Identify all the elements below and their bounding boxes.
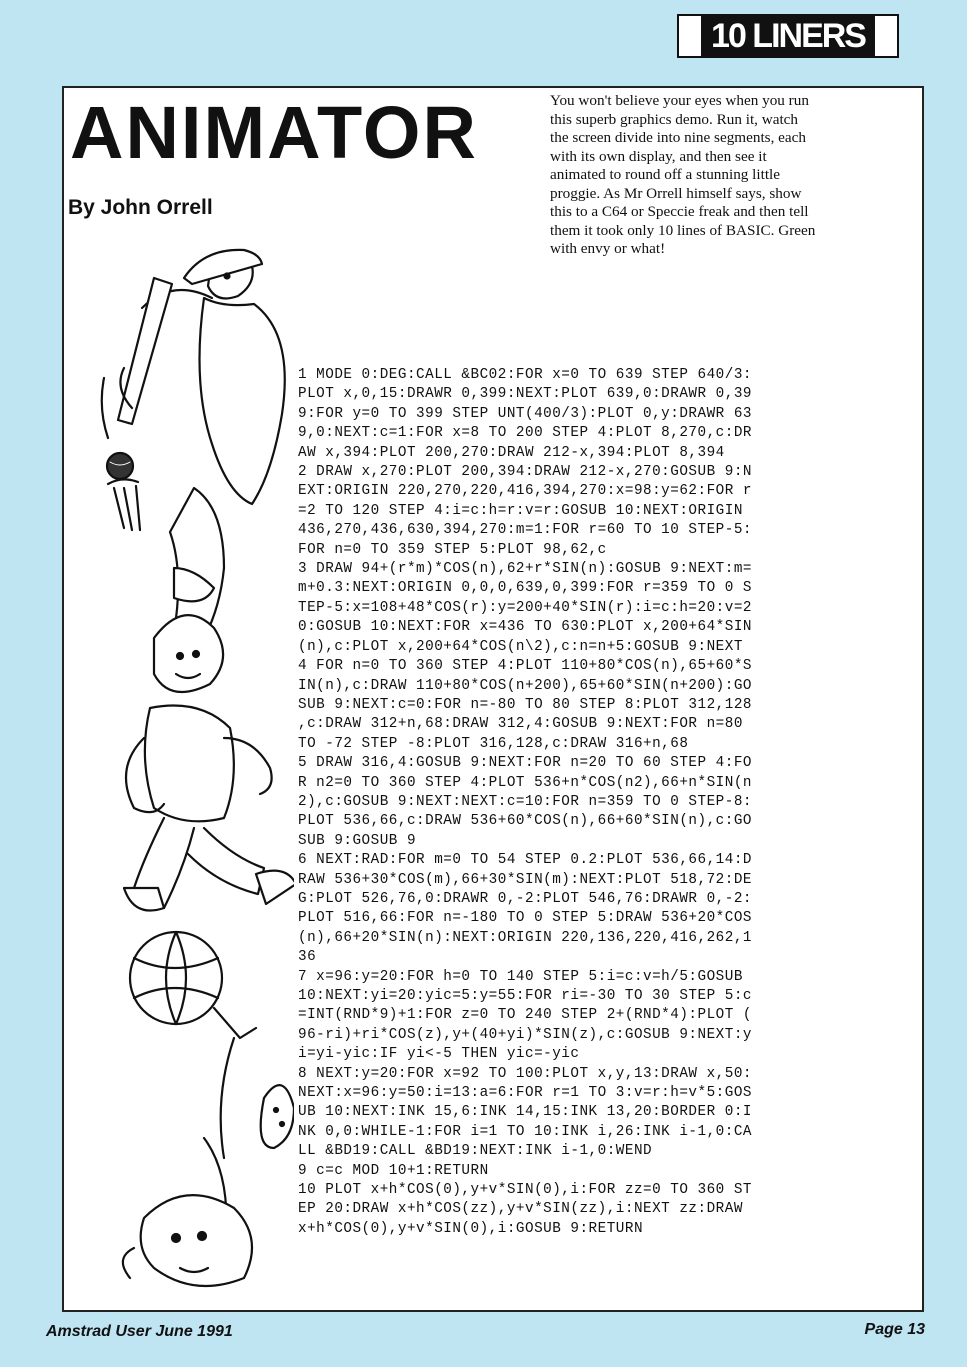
code-line: UB 10:NEXT:INK 15,6:INK 14,15:INK 13,20:BORDER 0:I [298,1104,752,1121]
code-line: 9,0:NEXT:c=1:FOR x=8 TO 200 STEP 4:PLOT 8,270,c:DR [298,425,752,442]
code-line: x+h*COS(0),y+v*SIN(0),i:GOSUB 9:RETURN [298,1220,644,1237]
tab-block-right [873,14,899,58]
code-line: 0:GOSUB 10:NEXT:FOR x=436 TO 630:PLOT x,200+64*SIN [298,619,752,636]
code-line: SUB 9:GOSUB 9 [298,832,417,849]
code-line: PLOT 516,66:FOR n=-180 TO 0 STEP 5:DRAW 536+20*COS [298,910,752,927]
code-line: LL &BD19:CALL &BD19:NEXT:INK i-1,0:WEND [298,1143,653,1160]
section-tab-label: 10 LINERS [703,14,873,58]
article-byline: By John Orrell [68,196,213,219]
code-line: G:PLOT 526,76,0:DRAWR 0,-2:PLOT 546,76:DRAWR 0,-2: [298,890,752,907]
code-line: 9 c=c MOD 10+1:RETURN [298,1162,489,1179]
article-intro: You won't believe your eyes when you run this superb graphics demo. Run it, watch the screen divide into nine segments, each with its own display, and then see it animated to round off a stunning little proggie. As Mr Orrell himself says, show this to a C64 or Speccie freak and then tell them it took only 10 lines of BASIC. Green with envy or what! [550,92,816,257]
code-line: SUB 9:NEXT:c=0:FOR n=-80 TO 80 STEP 8:PLOT 312,128 [298,696,752,713]
code-line: RAW 536+30*COS(m),66+30*SIN(m):NEXT:PLOT 518,72:DE [298,871,752,888]
code-line: 10 PLOT x+h*COS(0),y+v*SIN(0),i:FOR zz=0 TO 360 ST [298,1182,752,1199]
article-panel [62,86,924,1312]
code-line: 3 DRAW 94+(r*m)*COS(n),62+r*SIN(n):GOSUB 9:NEXT:m= [298,561,752,578]
code-line: =INT(RND*9)+1:FOR z=0 TO 240 STEP 2+(RND*4):PLOT ( [298,1007,752,1024]
code-line: FOR n=0 TO 359 STEP 5:PLOT 98,62,c [298,541,607,558]
section-tab [677,14,899,58]
code-line: 36 [298,949,317,966]
code-line: 96-ri)+ri*COS(z),y+(40+yi)*SIN(z),c:GOSUB 9:NEXT:y [298,1026,752,1043]
code-line: 9:FOR y=0 TO 399 STEP UNT(400/3):PLOT 0,y:DRAWR 63 [298,405,752,422]
code-line: =2 TO 120 STEP 4:i=c:h=r:v=r:GOSUB 10:NEXT:ORIGIN [298,502,743,519]
code-line: 7 x=96:y=20:FOR h=0 TO 140 STEP 5:i=c:v=h/5:GOSUB [298,968,743,985]
basic-code-listing [298,366,898,1239]
code-line: NK 0,0:WHILE-1:FOR i=1 TO 10:INK i,26:INK i-1,0:CA [298,1123,752,1140]
code-line: ,c:DRAW 312+n,68:DRAW 312,4:GOSUB 9:NEXT:FOR n=80 [298,716,743,733]
footer-page-number: Page 13 [864,1321,925,1338]
code-line: PLOT x,0,15:DRAWR 0,399:NEXT:PLOT 639,0:DRAWR 0,39 [298,386,752,403]
code-line: IN(n),c:DRAW 110+80*COS(n+200),65+60*SIN(n+200):GO [298,677,752,694]
code-line: TO -72 STEP -8:PLOT 316,128,c:DRAW 316+n,68 [298,735,689,752]
code-line: i=yi-yic:IF yi<-5 THEN yic=-yic [298,1046,580,1063]
article-title: ANIMATOR [70,91,478,174]
code-line: m+0.3:NEXT:ORIGIN 0,0,0,639,0,399:FOR r=359 TO 0 S [298,580,752,597]
code-line: 1 MODE 0:DEG:CALL &BC02:FOR x=0 TO 639 STEP 640/3: [298,367,752,383]
code-line: PLOT 536,66,c:DRAW 536+60*COS(n),66+60*SIN(n),c:GO [298,813,752,830]
code-line: TEP-5:x=108+48*COS(r):y=200+40*SIN(r):i=c:h=20:v=2 [298,599,752,616]
code-line: 2 DRAW x,270:PLOT 200,394:DRAW 212-x,270:GOSUB 9:N [298,464,752,481]
code-line: R n2=0 TO 360 STEP 4:PLOT 536+n*COS(n2),66+n*SIN(n [298,774,752,791]
code-line: AW x,394:PLOT 200,270:DRAW 212-x,394:PLOT 8,394 [298,444,725,461]
code-line: (n),66+20*SIN(n):NEXT:ORIGIN 220,136,220,416,262,1 [298,929,752,946]
code-line: NEXT:x=96:y=50:i=13:a=6:FOR r=1 TO 3:v=r:h=v*5:GOS [298,1085,752,1102]
code-line: 10:NEXT:yi=20:yic=5:y=55:FOR ri=-30 TO 30 STEP 5:c [298,988,752,1004]
code-line: EXT:ORIGIN 220,270,220,416,394,270:x=98:y=62:FOR r [298,483,752,500]
code-line: 436,270,436,630,394,270:m=1:FOR r=60 TO 10 STEP-5: [298,522,752,539]
code-line: 5 DRAW 316,4:GOSUB 9:NEXT:FOR n=20 TO 60 STEP 4:FO [298,755,752,772]
code-line: 4 FOR n=0 TO 360 STEP 4:PLOT 110+80*COS(n),65+60*S [298,658,752,675]
code-line: 8 NEXT:y=20:FOR x=92 TO 100:PLOT x,y,13:DRAW x,50: [298,1065,752,1082]
code-line: 2),c:GOSUB 9:NEXT:NEXT:c=10:FOR n=359 TO 0 STEP-8: [298,793,752,810]
code-line: EP 20:DRAW x+h*COS(zz),y+v*SIN(zz),i:NEXT zz:DRAW [298,1201,743,1218]
cartoon-sports-players-illustration-icon [84,238,294,1298]
footer-publication: Amstrad User June 1991 [46,1323,233,1340]
tab-block-left [677,14,703,58]
code-line: (n),c:PLOT x,200+64*COS(n\2),c:n=n+5:GOSUB 9:NEXT [298,638,743,655]
code-line: 6 NEXT:RAD:FOR m=0 TO 54 STEP 0.2:PLOT 536,66,14:D [298,852,752,869]
